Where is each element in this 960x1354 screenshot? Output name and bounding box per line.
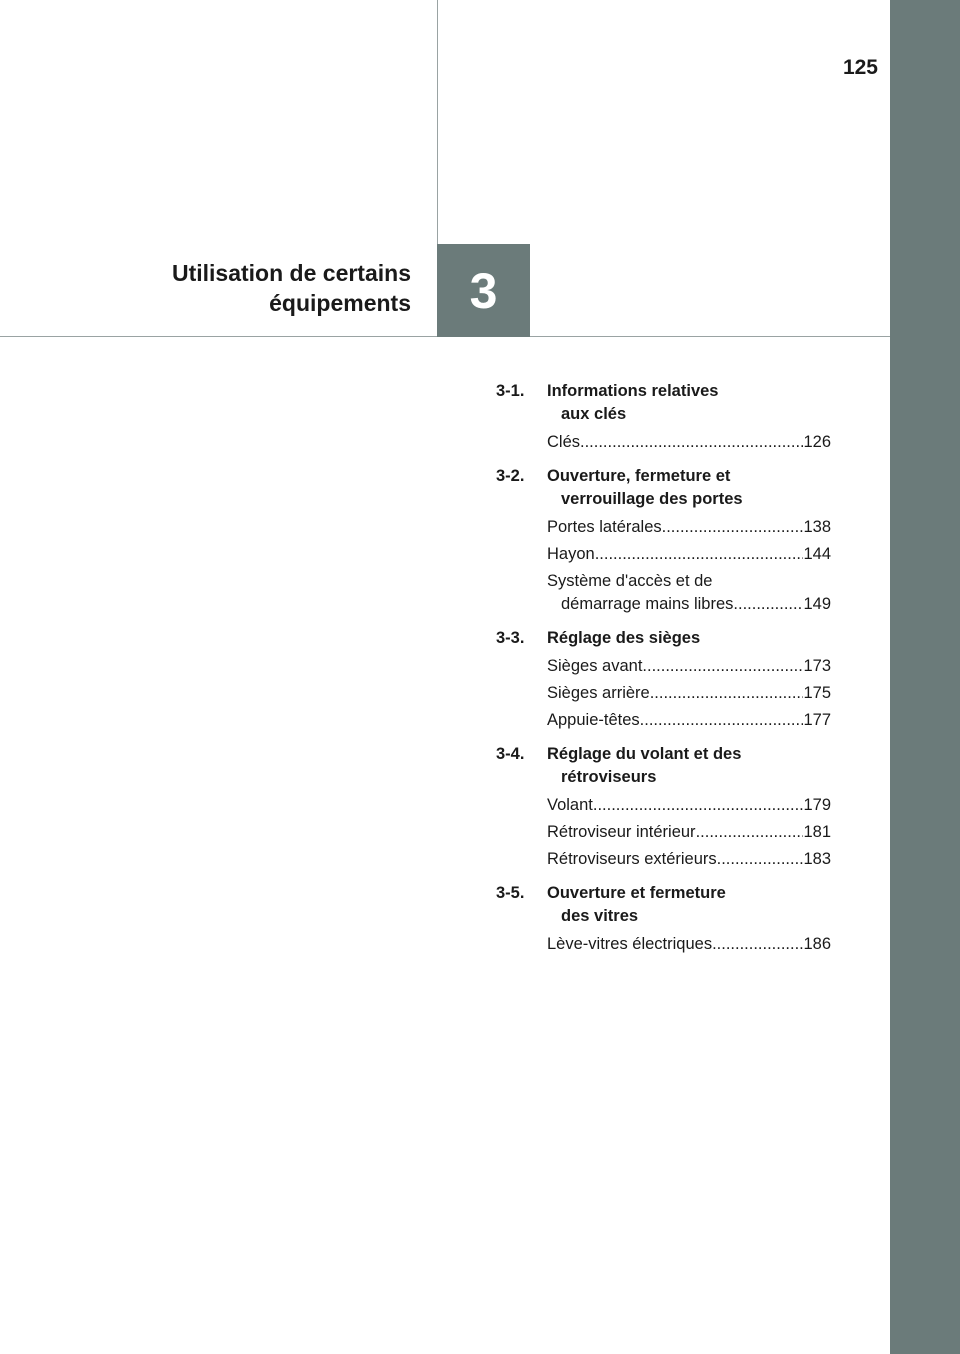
toc-entry-label: Sièges arrière bbox=[547, 684, 650, 702]
toc-leader-dots bbox=[717, 848, 804, 871]
toc-leader-dots bbox=[662, 516, 804, 539]
toc-section-heading[interactable] bbox=[496, 465, 831, 511]
toc-entry-page: 173 bbox=[803, 657, 831, 675]
table-of-contents bbox=[496, 380, 831, 967]
toc-entry-label: Clés bbox=[547, 433, 581, 451]
toc-entry-page: 126 bbox=[803, 433, 831, 451]
toc-entry[interactable] bbox=[547, 848, 831, 871]
toc-entry-page: 186 bbox=[803, 935, 831, 953]
toc-entry[interactable] bbox=[547, 570, 831, 616]
toc-entry[interactable] bbox=[547, 933, 831, 956]
chapter-side-tab bbox=[890, 0, 960, 1354]
toc-section bbox=[496, 465, 831, 616]
toc-entry-label: Sièges avant bbox=[547, 657, 643, 675]
toc-entry[interactable] bbox=[547, 682, 831, 705]
toc-leader-dots bbox=[650, 682, 804, 705]
toc-section-number: 3-2. bbox=[496, 467, 525, 485]
header-vertical-rule bbox=[437, 0, 438, 244]
toc-entry-page: 177 bbox=[803, 711, 831, 729]
toc-section-title-line: verrouillage des portes bbox=[561, 490, 743, 508]
chapter-number-badge: 3 bbox=[437, 244, 530, 337]
toc-entry[interactable] bbox=[547, 709, 831, 732]
toc-section bbox=[496, 627, 831, 732]
toc-section bbox=[496, 882, 831, 956]
toc-section-title bbox=[547, 380, 718, 426]
toc-entry-label: Appuie-têtes bbox=[547, 711, 640, 729]
toc-entry[interactable] bbox=[547, 821, 831, 844]
toc-section bbox=[496, 380, 831, 454]
toc-entry-page: 181 bbox=[803, 823, 831, 841]
chapter-title bbox=[100, 258, 411, 318]
toc-leader-dots bbox=[696, 821, 804, 844]
toc-section-title bbox=[547, 465, 743, 511]
toc-section-number: 3-1. bbox=[496, 382, 525, 400]
toc-section-title-line: aux clés bbox=[561, 405, 627, 423]
toc-section-title-line: rétroviseurs bbox=[561, 768, 657, 786]
toc-section-heading[interactable] bbox=[496, 743, 831, 789]
toc-entry-label: Rétroviseur intérieur bbox=[547, 823, 696, 841]
toc-leader-dots bbox=[712, 933, 803, 956]
toc-entry-label: Hayon bbox=[547, 545, 595, 563]
toc-leader-dots bbox=[642, 655, 803, 678]
toc-entry-page: 183 bbox=[803, 850, 831, 868]
toc-section-title-line: Ouverture, fermeture et bbox=[547, 467, 731, 485]
toc-section-title-line: des vitres bbox=[561, 907, 639, 925]
toc-leader-dots bbox=[580, 431, 803, 454]
page-number: 125 bbox=[842, 56, 878, 79]
toc-entry[interactable] bbox=[547, 516, 831, 539]
toc-section-title bbox=[547, 882, 726, 928]
toc-section-number: 3-5. bbox=[496, 884, 525, 902]
toc-leader-dots bbox=[640, 709, 804, 732]
toc-section-heading[interactable] bbox=[496, 627, 831, 650]
toc-entry-page: 144 bbox=[803, 545, 831, 563]
toc-section-heading[interactable] bbox=[496, 882, 831, 928]
toc-section-title-line: Réglage des sièges bbox=[547, 629, 701, 647]
toc-entry-label-line: Système d'accès et de bbox=[547, 572, 713, 590]
toc-section-title-line: Réglage du volant et des bbox=[547, 745, 742, 763]
toc-leader-dots bbox=[595, 543, 804, 566]
toc-entry-page: 138 bbox=[803, 518, 831, 536]
toc-section-title bbox=[547, 627, 700, 650]
toc-entry[interactable] bbox=[547, 794, 831, 817]
toc-entry-label: Lève-vitres électriques bbox=[547, 935, 713, 953]
toc-section-title-line: Informations relatives bbox=[547, 382, 719, 400]
toc-entry[interactable] bbox=[547, 543, 831, 566]
toc-section bbox=[496, 743, 831, 871]
toc-section-title bbox=[547, 743, 741, 789]
chapter-title-line: Utilisation de certains bbox=[171, 260, 411, 286]
toc-entry[interactable] bbox=[547, 431, 831, 454]
toc-entry-label: Rétroviseurs extérieurs bbox=[547, 850, 717, 868]
chapter-title-line: équipements bbox=[269, 290, 411, 316]
toc-leader-dots bbox=[593, 794, 804, 817]
toc-entry[interactable] bbox=[547, 655, 831, 678]
toc-entry-page: 179 bbox=[803, 796, 831, 814]
toc-entry-page: 175 bbox=[803, 684, 831, 702]
toc-section-number: 3-3. bbox=[496, 629, 525, 647]
toc-section-heading[interactable] bbox=[496, 380, 831, 426]
toc-section-number: 3-4. bbox=[496, 745, 525, 763]
toc-section-title-line: Ouverture et fermeture bbox=[547, 884, 726, 902]
toc-entry-page: 149 bbox=[803, 595, 831, 613]
toc-entry-label: démarrage mains libres bbox=[561, 595, 734, 613]
toc-entry-label: Volant bbox=[547, 796, 593, 814]
toc-entry-label: Portes latérales bbox=[547, 518, 662, 536]
toc-leader-dots bbox=[733, 593, 803, 616]
